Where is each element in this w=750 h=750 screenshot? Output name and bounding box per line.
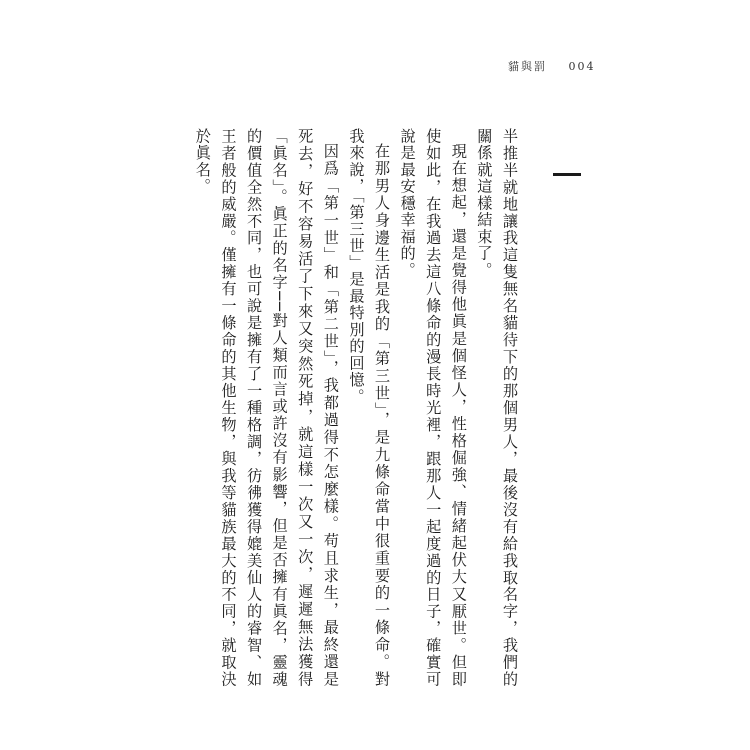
- page-number: 004: [568, 60, 596, 73]
- running-head: [508, 58, 596, 74]
- paragraph-2: 現在想起，還是覺得他眞是個怪人，性格倔強、情緒起伏大又厭世。但即使如此，在我過去這八條命的漫長時光裡，跟那人一起度過的日子，確實可說是最安穩幸福的。: [398, 128, 468, 688]
- paragraph-3: 在那男人身邊生活是我的「第三世」，是九條命當中很重要的一條命。對我來說，「第三世」是最特別的回憶。: [347, 128, 392, 688]
- paragraph-1: 半推半就地讓我這隻無名貓待下的那個男人，最後沒有給我取名字，我們的關係就這樣結束了。: [475, 128, 519, 688]
- paragraph-4: 因爲「第一世」和「第二世」，我都過得不怎麼樣。苟且求生，最終還是死去，好不容易活了下來又突然死掉，就這樣一次又一次，遲遲無法獲得「眞名」。眞正的名字──對人類而言或許沒有影響，但是否擁有眞名，靈魂的價值全然不同，也可說是擁有了一種格調，彷彿獲得媲美仙人的睿智、如王者般的威嚴。僅擁有一條命的其他生物，與我等貓族最大的不同，就取決於眞名。: [193, 128, 340, 688]
- chapter-number-mark: [553, 173, 581, 176]
- book-title: 貓與罰: [508, 60, 547, 73]
- body-text: [182, 128, 522, 688]
